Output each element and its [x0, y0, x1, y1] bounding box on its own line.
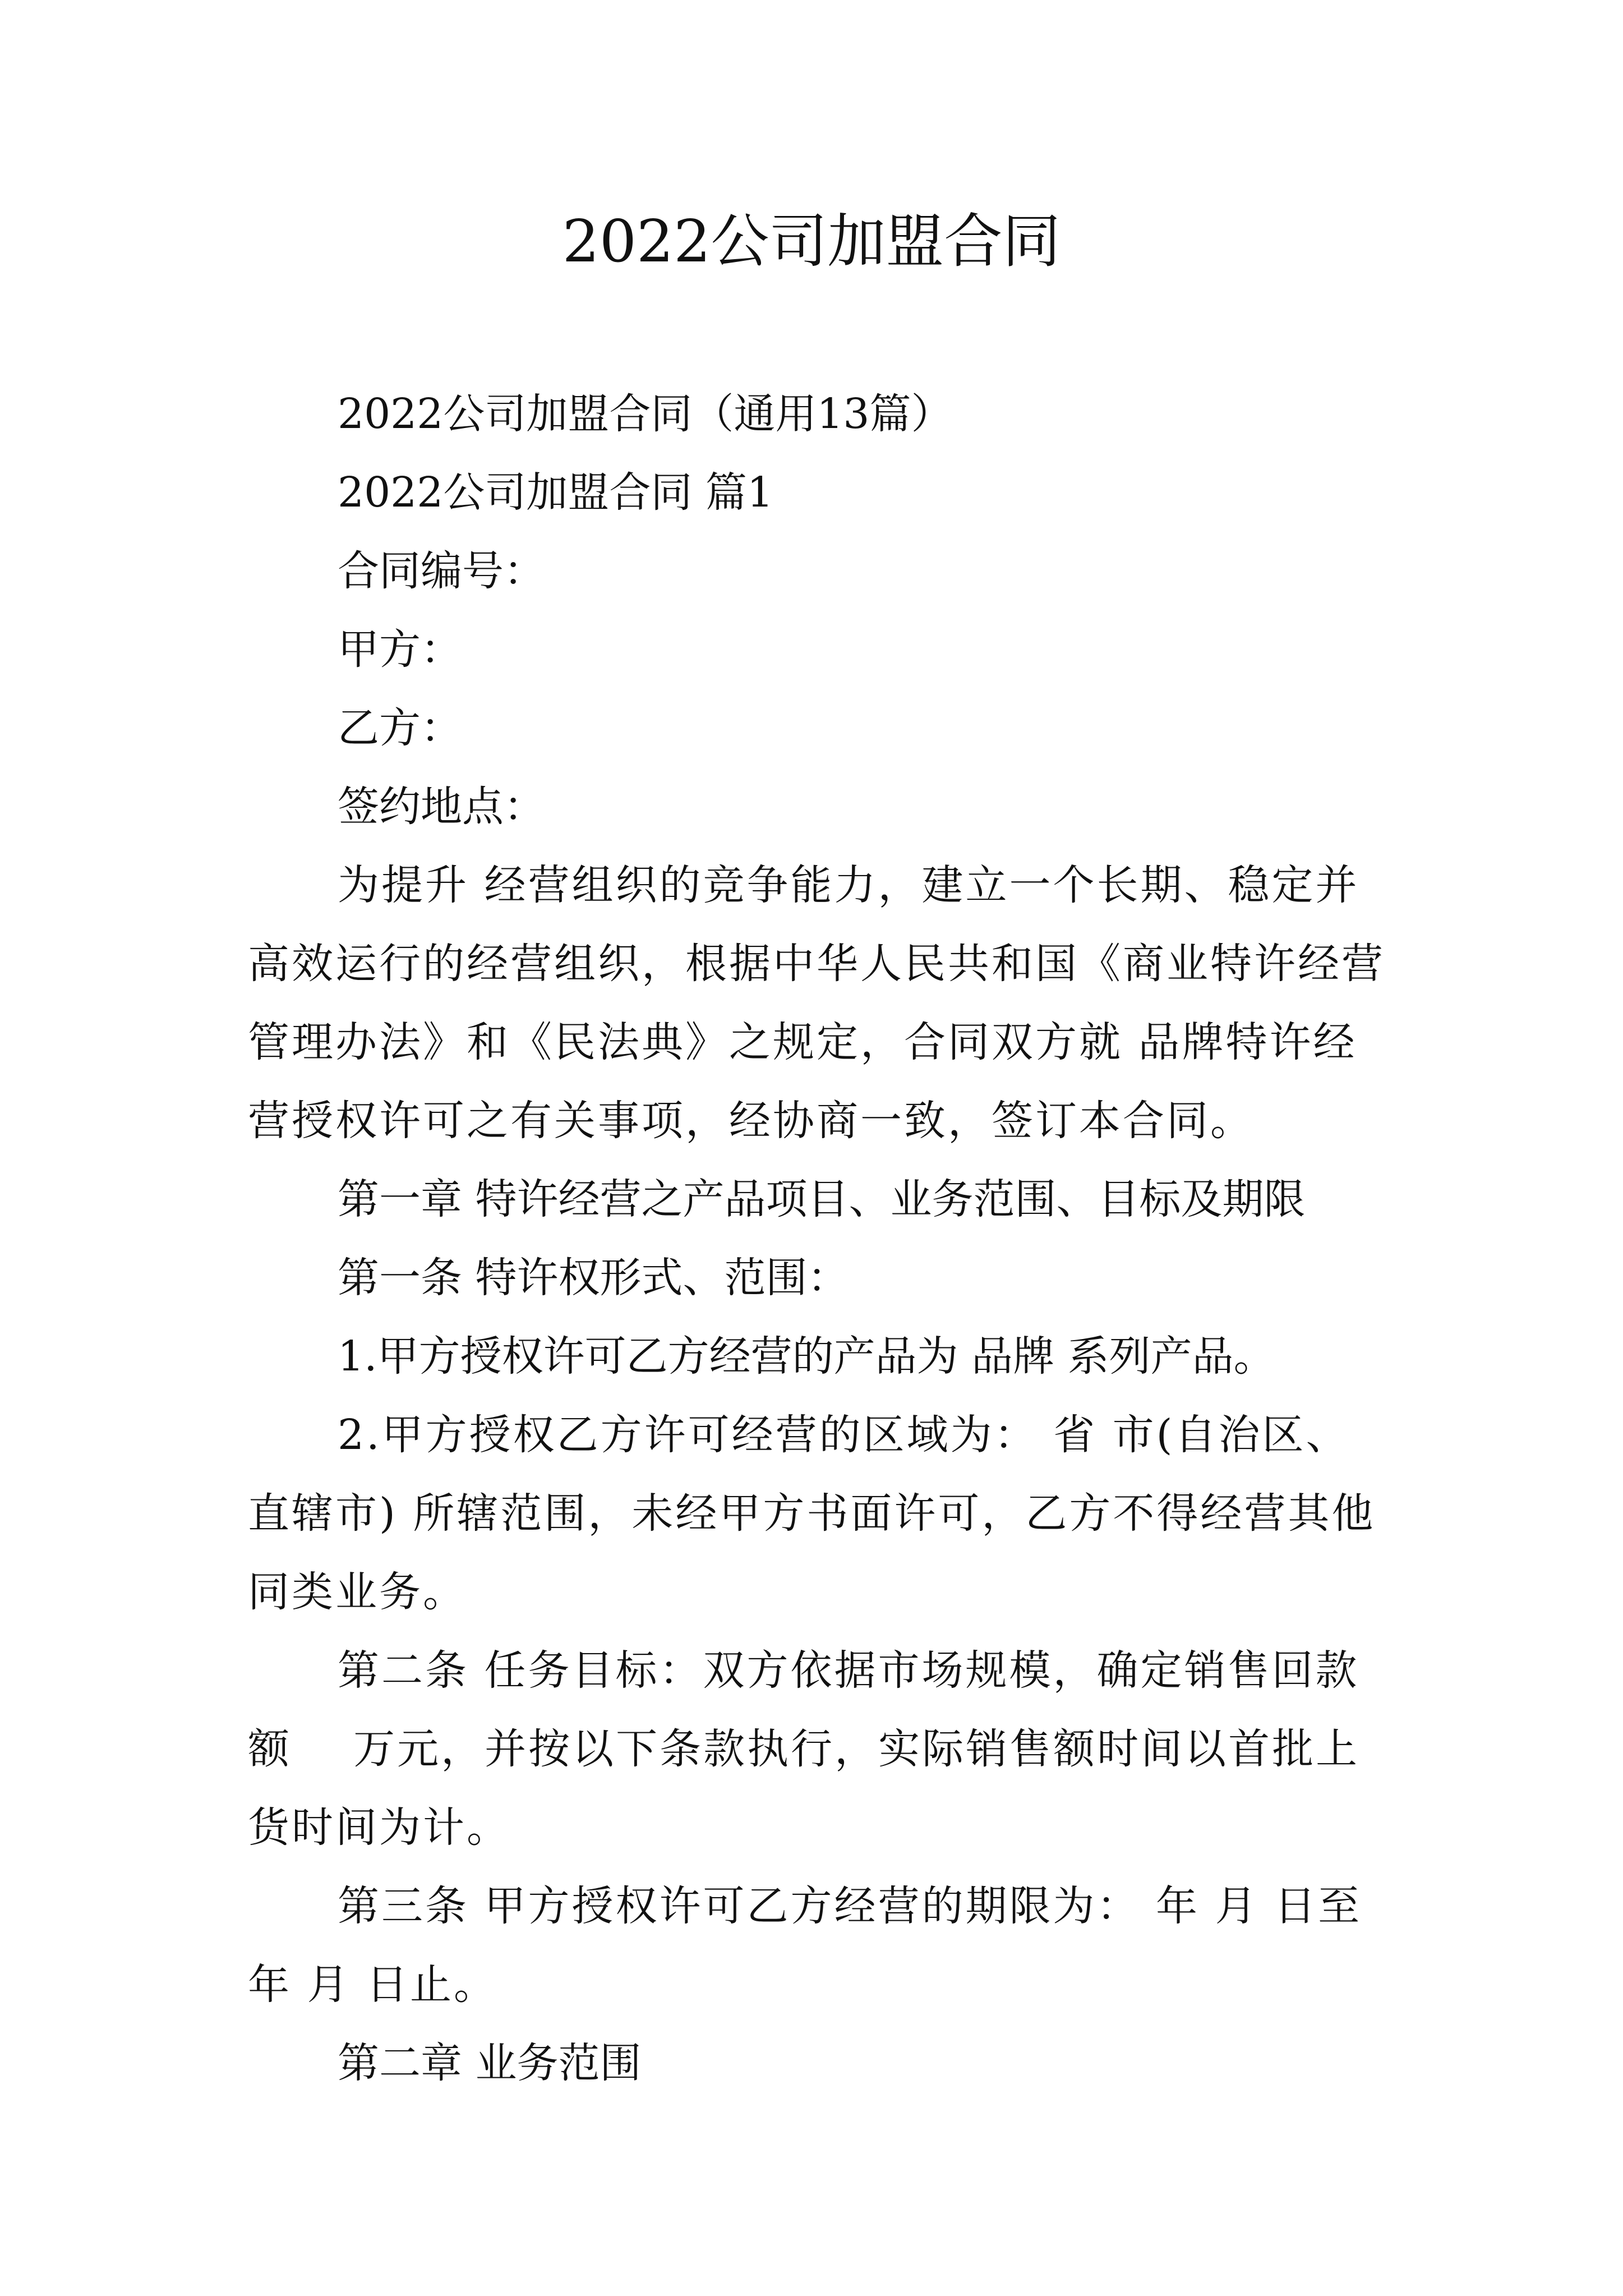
- document-body: [248, 375, 1392, 2102]
- article-paragraph: 第二条 任务目标：双方依据市场规模，确定销售回款额 万元，并按以下条款执行，实际销售额时间以首批上货时间为计。: [248, 1646, 1360, 1852]
- contract-number-field: 合同编号：: [338, 547, 545, 595]
- article-heading: 第一条 特许权形式、范围：: [338, 1254, 849, 1302]
- signing-place-field: 签约地点：: [338, 783, 545, 831]
- clause-paragraph: 2.甲方授权乙方许可经营的区域为： 省 市(自治区、直辖市) 所辖范围，未经甲方书面许可，乙方不得经营其他同类业务。: [248, 1411, 1376, 1616]
- chapter-heading: 第一章 特许经营之产品项目、业务范围、目标及期限: [338, 1175, 1306, 1223]
- document-title: 2022公司加盟合同: [562, 207, 1061, 275]
- subtitle-paragraph: 2022公司加盟合同（通用13篇）: [338, 390, 953, 438]
- section-heading: 2022公司加盟合同 篇1: [338, 468, 773, 517]
- chapter-heading: 第二章 业务范围: [338, 2039, 642, 2087]
- party-b-field: 乙方：: [338, 704, 462, 752]
- preamble-paragraph: 为提升 经营组织的竞争能力，建立一个长期、稳定并高效运行的经营组织，根据中华人民共和国《商业特许经营管理办法》和《民法典》之规定，合同双方就 品牌特许经营授权许可之有关事项，经协商一致，签订本合同。: [248, 861, 1385, 1145]
- article-paragraph: 第三条 甲方授权许可乙方经营的期限为： 年 月 日至 年 月 日止。: [248, 1882, 1377, 2009]
- clause-paragraph: 1.甲方授权许可乙方经营的产品为 品牌 系列产品。: [338, 1332, 1275, 1381]
- party-a-field: 甲方：: [338, 625, 462, 674]
